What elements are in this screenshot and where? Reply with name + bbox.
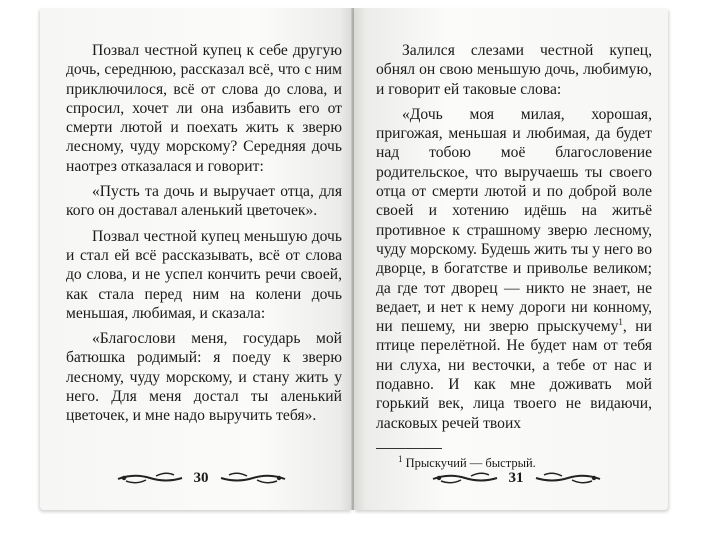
paragraph: Залился слезами честной купец, обнял он свою меньшую дочь, любимую, и говорит ей таковые слова: (376, 42, 652, 98)
right-page (354, 8, 668, 510)
footnote-reference: 1 (618, 316, 623, 327)
paragraph: «Благослови меня, государь мой батюшка родимый: я поеду к зверю лесному, чуду морскому, и стану жить у него. Для меня достал ты аленький цветочек, и мне надо выручить тебя». (66, 330, 342, 425)
scroll-ornament-icon (532, 469, 602, 487)
paragraph: «Пусть та дочь и выручает отца, для кого он доставал аленький цветочек». (66, 183, 342, 220)
footnote-text: Прыскучий — быстрый. (405, 456, 536, 470)
page-number: 31 (508, 470, 524, 486)
page-number: 30 (193, 470, 209, 486)
scroll-ornament-icon (217, 469, 287, 487)
scroll-ornament-icon (116, 469, 186, 487)
scroll-ornament-icon (431, 469, 501, 487)
paragraph: Позвал честной купец меньшую дочь и стал ей всё рассказывать, всё от слова до слова, и не успел кончить речи своей, как стала перед ним на колени дочь меньшая, любимая, и сказала: (66, 227, 342, 322)
page-footer-ornament (418, 469, 614, 487)
paragraph-text: «Дочь моя милая, хорошая, пригожая, меньшая и любимая, да будет над тобою моё благословение родительское, что выручаешь ты своего отца от смерти лютой и по доброй воле своей и хотению идёшь на житьё противное к страшному зверю лесному, чуду морскому. Будешь жить ты у него во дворце, в богатстве и приволье великом; да где тот дворец — никто не знает, не ведает, и нет к нему дороги ни конному, ни пешему, ни зверю прыскучему (376, 105, 652, 336)
right-page-text (376, 41, 652, 433)
paragraph-text: , ни птице перелётной. Не будет нам от тебя ни слуха, ни весточки, а тебе от нас и подавно. И как мне доживать мой горький век, лица твоего не видаючи, ласковых речей твоих (376, 318, 652, 432)
footnote-divider (376, 448, 442, 449)
page-footer-ornament (106, 469, 296, 487)
left-page (40, 8, 352, 510)
footnote-mark: 1 (398, 453, 403, 464)
left-page-text (66, 41, 342, 426)
paragraph: Позвал честной купец к себе другую дочь, середнюю, рассказал всё, что с ним приключилося, всё от слова до слова, и спросил, хочет ли она избавить его от смерти лютой и поехать жить к зверю лесному, чуду морскому? Середняя дочь наотрез отказалася и говорит: (66, 42, 342, 175)
open-book (40, 8, 668, 518)
paragraph (376, 105, 652, 433)
